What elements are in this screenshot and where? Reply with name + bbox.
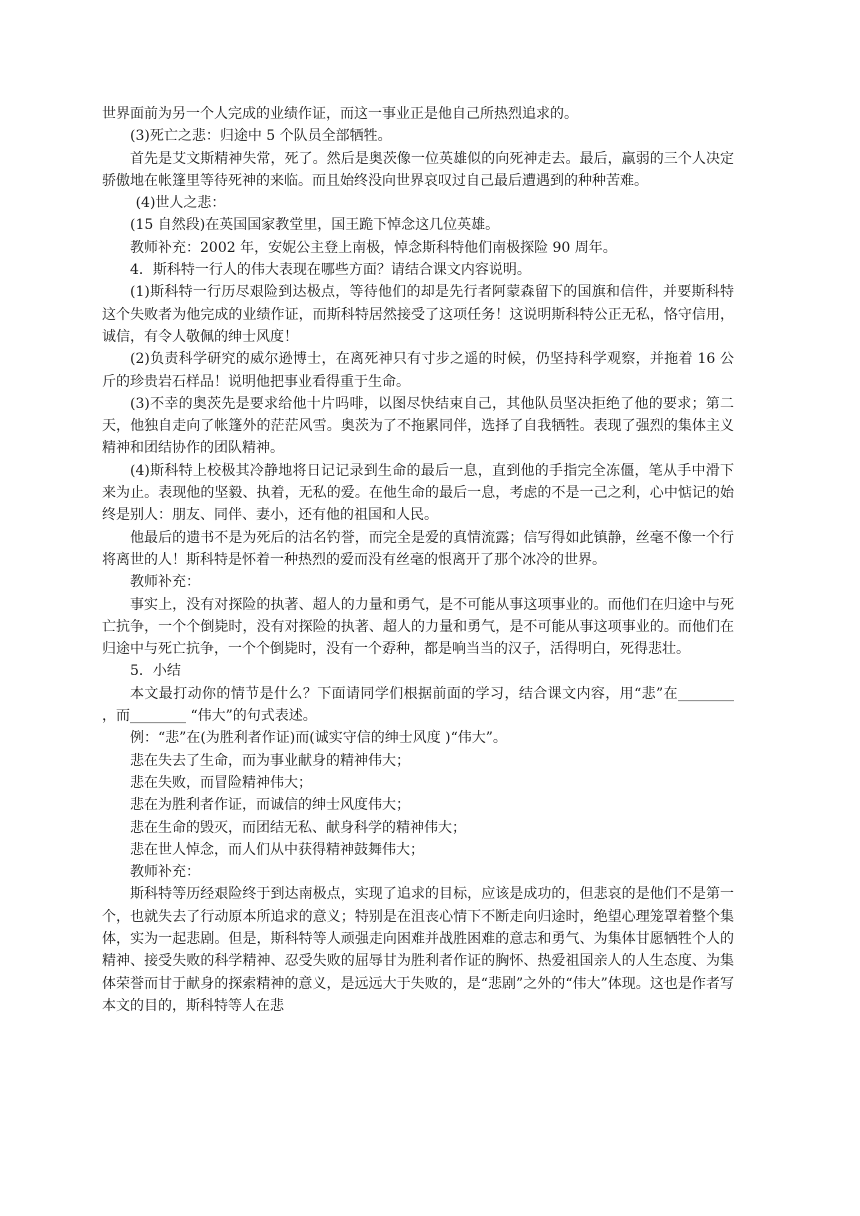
paragraph: 悲在世人悼念，而人们从中获得精神鼓舞伟大； [130, 841, 424, 858]
paragraph: 悲在为胜利者作证，而诚信的绅士风度伟大； [130, 797, 410, 814]
paragraph: (4)斯科特上校极其冷静地将日记记录到生命的最后一息，直到他的手指完全冻僵，笔从手中滑下来为止。表现他的坚毅、执着，无私的爱。在他生命的最后一息，考虑的不是一己之利，心中惦记的始终是别人：朋友、同伴、妻小，还有他的祖国和人民。 [102, 462, 734, 524]
paragraph: 悲在失去了生命，而为事业献身的精神伟大； [130, 752, 410, 769]
paragraph: (3)不幸的奥茨先是要求给他十片吗啡，以图尽快结束自己，其他队员坚决拒绝了他的要求；第二天，他独自走向了帐篷外的茫茫风雪。奥茨为了不拖累同伴，选择了自我牺牲。表现了强烈的集体主义精神和团结协作的团队精神。 [102, 395, 734, 457]
paragraph: (2)负责科学研究的威尔逊博士，在离死神只有寸步之遥的时候，仍坚持科学观察，并拖着 16 公斤的珍贵岩石样品！说明他把事业看得重于生命。 [102, 351, 734, 390]
paragraph: (15 自然段)在英国国家教堂里，国王跪下悼念这几位英雄。 [130, 217, 500, 234]
paragraph: 4．斯科特一行人的伟大表现在哪些方面？请结合课文内容说明。 [130, 262, 531, 279]
paragraph: 本文最打动你的情节是什么？下面请同学们根据前面的学习，结合课文内容，用“悲”在________ ，而________ “伟大”的句式表述。 [102, 685, 739, 725]
paragraph: 5．小结 [130, 663, 181, 680]
paragraph: 悲在生命的毁灭，而团结无私、献身科学的精神伟大； [130, 819, 466, 836]
paragraph: 斯科特等历经艰险终于到达南极点，实现了追求的目标，应该是成功的，但悲哀的是他们不是第一个，也就失去了行动原本所追求的意义；特别是在沮丧心情下不断走向归途时，绝望心理笼罩着整个集体，实为一起悲剧。但是，斯科特等人顽强走向困难并战胜困难的意志和勇气、为集体甘愿牺牲个人的精神、接受失败的科学精神、忍受失败的屈辱甘为胜利者作证的胸怀、热爱祖国亲人的人生态度、为集体荣誉而甘于献身的探索精神的意义，是远远大于失败的，是“悲剧”之外的“伟大”体现。这也是作者写本文的目的，斯科特等人在悲 [102, 886, 734, 1014]
paragraph: (4)世人之悲： [135, 195, 226, 212]
paragraph: 他最后的遗书不是为死后的沽名钓誉，而完全是爱的真情流露；信写得如此镇静，丝毫不像一个行将离世的人！斯科特是怀着一种热烈的爱而没有丝毫的恨离开了那个冰冷的世界。 [102, 529, 734, 568]
paragraph: 世界面前为另一个人完成的业绩作证，而这一事业正是他自己所热烈追求的。 [102, 106, 578, 122]
paragraph: 教师补充：2002 年，安妮公主登上南极，悼念斯科特他们南极探险 90 周年。 [130, 239, 617, 256]
paragraph: 教师补充： [130, 574, 200, 591]
paragraph: (3)死亡之悲：归途中 5 个队员全部牺牲。 [130, 128, 392, 145]
paragraph: 教师补充： [130, 864, 200, 881]
document-page [102, 103, 739, 1017]
paragraph: 事实上，没有对探险的执著、超人的力量和勇气，是不可能从事这项事业的。而他们在归途中与死亡抗争，一个个倒毙时，没有对探险的执著、超人的力量和勇气，是不可能从事这项事业的。而他们在归途中与死亡抗争，一个个倒毙时，没有一个孬种，都是响当当的汉子，活得明白，死得悲壮。 [102, 596, 734, 658]
paragraph: (1)斯科特一行历尽艰险到达极点，等待他们的却是先行者阿蒙森留下的国旗和信件，并要斯科特这个失败者为他完成的业绩作证，而斯科特居然接受了这项任务！这说明斯科特公正无私，恪守信用，诚信，有令人敬佩的绅士风度！ [102, 284, 734, 345]
paragraph: 例：“悲”在(为胜利者作证)而(诚实守信的绅士风度 )“伟大”。 [130, 730, 507, 747]
paragraph: 首先是艾文斯精神失常，死了。然后是奥茨像一位英雄似的向死神走去。最后，羸弱的三个人决定骄傲地在帐篷里等待死神的来临。而且始终没向世界哀叹过自己最后遭遇到的种种苦难。 [102, 150, 734, 189]
paragraph: 悲在失败，而冒险精神伟大； [130, 774, 312, 791]
